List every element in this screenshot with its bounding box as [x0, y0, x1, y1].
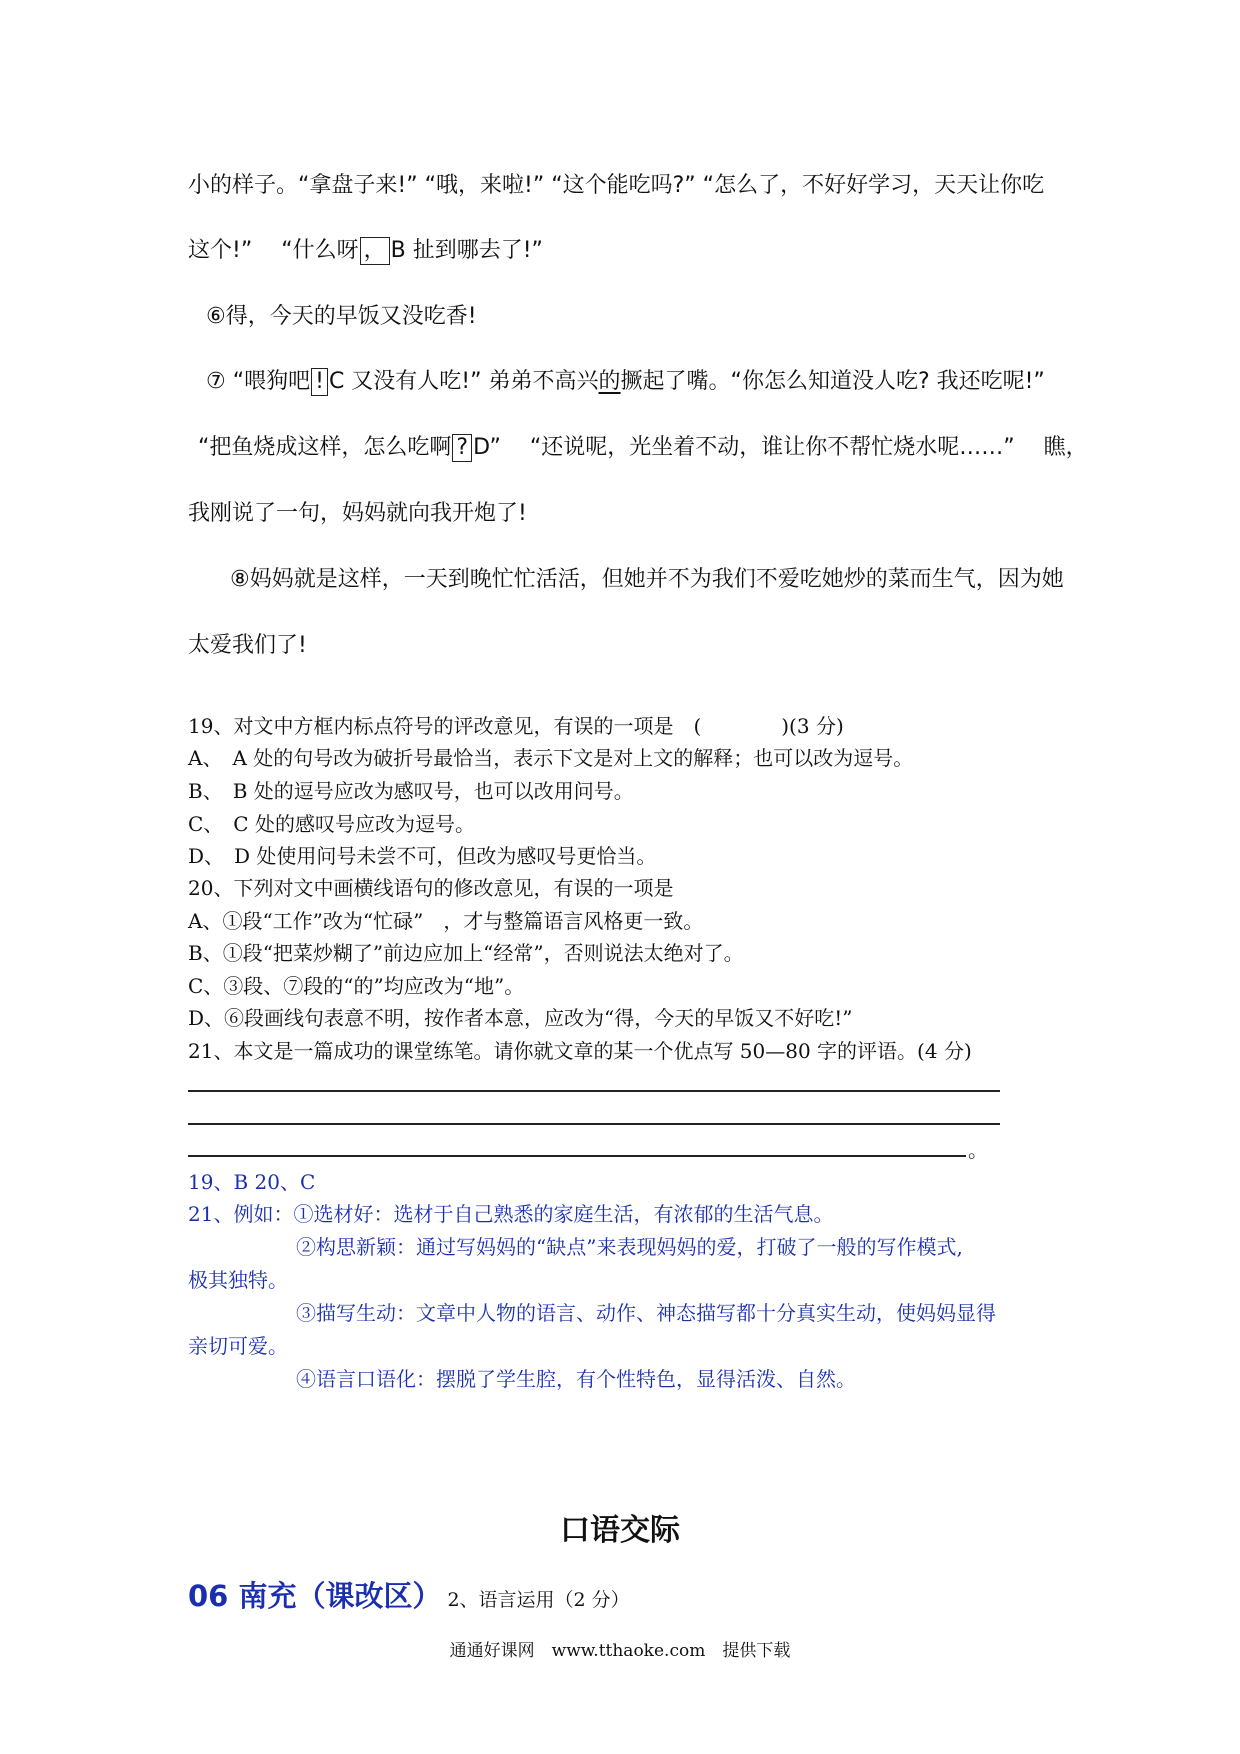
region-heading [188, 1574, 630, 1615]
page-footer: 通通好课网 www.tthaoke.com 提供下载 [449, 1641, 791, 1661]
answer-21-point-3-cont: 亲切可爱。 [188, 1334, 288, 1358]
passage-text: B 扯到哪去了!” [390, 238, 543, 263]
option-20b: B、①段“把菜炒糊了”前边应加上“经常”，否则说法太绝对了。 [188, 941, 744, 965]
passage-line [188, 168, 1068, 199]
blank-end-mark: 。 [968, 1138, 988, 1162]
section-title: 口语交际 [560, 1513, 680, 1548]
answer-19-20: 19、B 20、C [188, 1170, 316, 1194]
answer-21-point-2: ②构思新颖：通过写妈妈的“缺点”来表现妈妈的爱，打破了一般的写作模式, [296, 1235, 963, 1259]
punctuation-box-d: ? [452, 434, 472, 462]
option-19d: D、 D 处使用问号未尝不可，但改为感叹号更恰当。 [188, 844, 657, 868]
answer-blank-line[interactable] [188, 1155, 966, 1157]
answer-21-point-2-cont: 极其独特。 [188, 1268, 288, 1292]
passage-text: D” “还说呢，光坐着不动，谁让你不帮忙烧水呢……” 瞧， [473, 435, 1088, 460]
option-19b: B、 B 处的逗号应改为感叹号，也可以改用问号。 [188, 779, 634, 803]
answer-blank-line[interactable] [188, 1123, 1000, 1125]
passage-line [188, 628, 1068, 659]
option-19a: A、 A 处的句号改为破折号最恰当，表示下文是对上文的解释；也可以改为逗号。 [188, 746, 914, 770]
option-20d: D、⑥段画线句表意不明，按作者本意，应改为“得，今天的早饭又不好吃!” [188, 1006, 853, 1030]
question-19: 19、对文中方框内标点符号的评改意见，有误的一项是 ( )(3 分) [188, 714, 844, 738]
passage-text: 撅起了嘴。“你怎么知道没人吃? 我还吃呢!” [620, 369, 1045, 394]
region-question: 2、语言运用（2 分） [447, 1589, 630, 1611]
passage-text: ⑧妈妈就是这样，一天到晚忙忙活活，但她并不为我们不爱吃她炒的菜而生气，因为她 [230, 567, 1064, 592]
punctuation-box-c: ! [311, 368, 328, 396]
option-19c: C、 C 处的感叹号应改为逗号。 [188, 812, 475, 836]
passage-text: 我刚说了一句，妈妈就向我开炮了! [188, 501, 527, 526]
punctuation-box-b: ， [360, 237, 390, 265]
passage-line [206, 364, 1086, 396]
passage-text: ⑥得，今天的早饭又没吃香! [206, 304, 477, 329]
passage-line [198, 430, 1088, 462]
option-20c: C、③段、⑦段的“的”均应改为“地”。 [188, 974, 525, 998]
passage-text: “把鱼烧成这样，怎么吃啊 [198, 435, 452, 460]
answer-blank-line[interactable] [188, 1090, 1000, 1092]
answer-21-point-3: ③描写生动：文章中人物的语言、动作、神态描写都十分真实生动，使妈妈显得 [296, 1301, 996, 1325]
passage-line [188, 496, 1068, 527]
option-20a: A、①段“工作”改为“忙碌” ，才与整篇语言风格更一致。 [188, 909, 704, 933]
answer-21-point-1: 21、例如：①选材好：选材于自己熟悉的家庭生活，有浓郁的生活气息。 [188, 1202, 834, 1226]
question-21: 21、本文是一篇成功的课堂练笔。请你就文章的某一个优点写 50—80 字的评语。(4 分) [188, 1039, 972, 1063]
passage-line [230, 562, 1110, 593]
passage-text: 小的样子。“拿盘子来!” “哦，来啦!” “这个能吃吗?” “怎么了，不好好学习，天天让你吃 [188, 173, 1045, 198]
passage-text: C 又没有人吃!” 弟弟不高兴 [328, 369, 599, 394]
passage-text: ⑦ “喂狗吧 [206, 369, 311, 394]
passage-text: 太爱我们了! [188, 633, 307, 658]
answer-21-point-4: ④语言口语化：摆脱了学生腔，有个性特色，显得活泼、自然。 [296, 1367, 856, 1391]
underlined-word: 的 [598, 369, 621, 394]
question-20: 20、下列对文中画横线语句的修改意见，有误的一项是 [188, 876, 674, 900]
passage-text: 这个!” “什么呀 [188, 238, 359, 263]
passage-line [188, 233, 1068, 265]
region-name: 06 南充（课改区） [188, 1579, 442, 1613]
passage-line [206, 299, 1086, 330]
